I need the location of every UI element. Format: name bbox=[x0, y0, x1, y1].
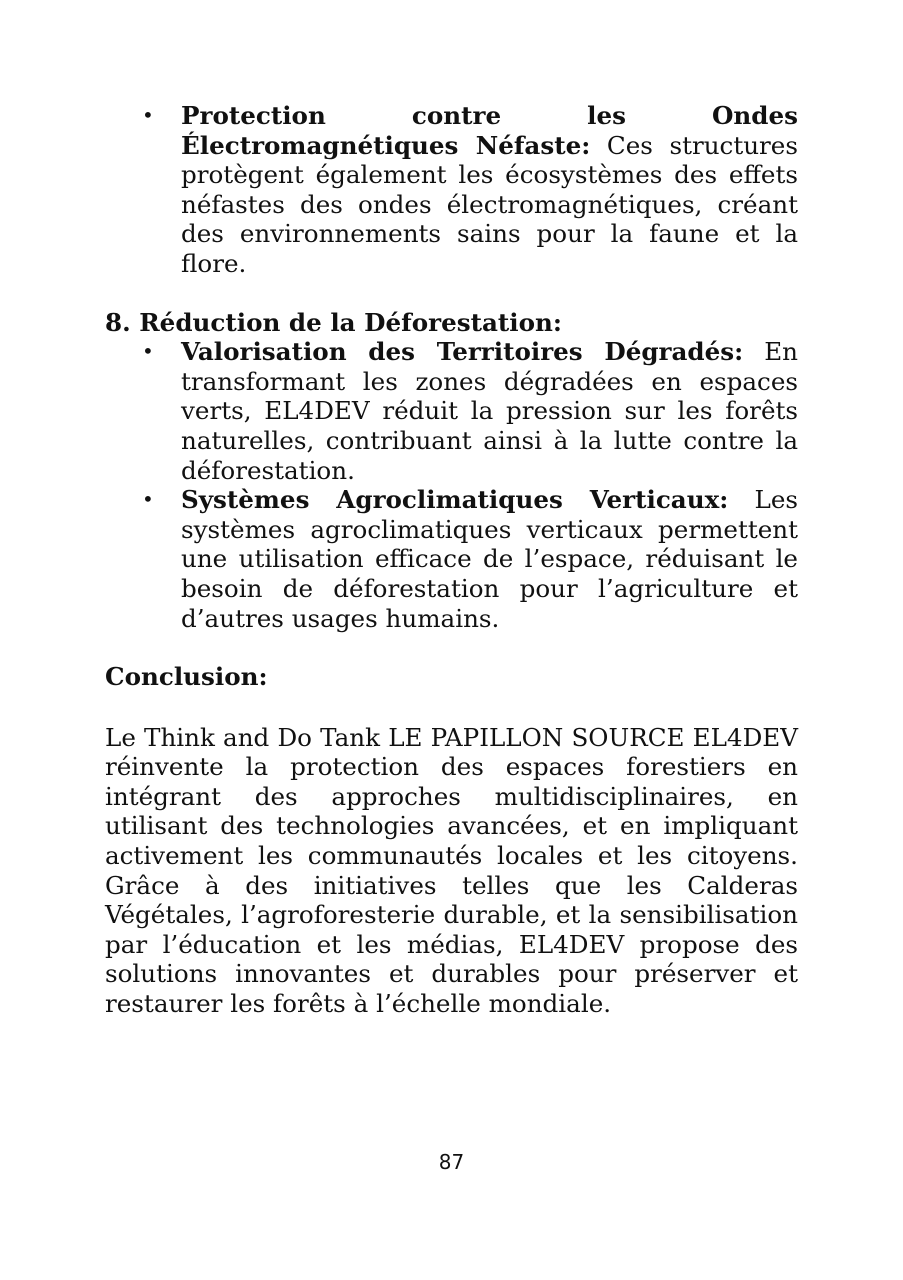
list-item bbox=[142, 485, 798, 633]
conclusion-heading: Conclusion: bbox=[105, 662, 268, 692]
conclusion-paragraph: Le Think and Do Tank LE PAPILLON SOURCE EL4DEV réinvente la protection des espaces forestiers en intégrant des approches multidisciplinaires, en utilisant des technologies avancées, et en impliquant activement les communautés locales et les citoyens. Grâce à des initiatives telles que les Calderas Végétales, l’agroforesterie durable, et la sensibilisation par l’éducation et les médias, EL4DEV propose des solutions innovantes et durables pour préserver et restaurer les forêts à l’échelle mondiale. bbox=[105, 722, 798, 1019]
section-heading: 8. Réduction de la Déforestation: bbox=[105, 307, 562, 337]
bullet-text: Ces structures protègent également les écosystèmes des effets néfastes des ondes électromagnétiques, créant des environnements sains pour la faune et la flore. bbox=[181, 130, 798, 278]
bullet-text: En transformant les zones dégradées en espaces verts, EL4DEV réduit la pression sur les forêts naturelles, contribuant ainsi à la lutte contre la déforestation. bbox=[181, 337, 798, 485]
document-page bbox=[105, 101, 798, 1019]
page-number: 87 bbox=[438, 1150, 465, 1174]
bullet-title: Systèmes Agroclimatiques Verticaux: bbox=[181, 485, 729, 515]
bullet-text: Les systèmes agroclimatiques verticaux permettent une utilisation efficace de l’espace, réduisant le besoin de déforestation pour l’agriculture et d’autres usages humains. bbox=[181, 485, 798, 633]
intro-bullet-list bbox=[105, 101, 798, 279]
bullet-title: Valorisation des Territoires Dégradés: bbox=[181, 337, 744, 367]
bullet-title: Protection contre les Ondes Électromagnétiques Néfaste: bbox=[181, 101, 798, 160]
list-item bbox=[142, 101, 798, 279]
bullet-icon: • bbox=[142, 103, 154, 127]
list-item bbox=[142, 337, 798, 485]
bullet-icon: • bbox=[142, 487, 154, 512]
bullet-icon: • bbox=[142, 339, 154, 364]
section-bullet-list bbox=[105, 337, 798, 633]
